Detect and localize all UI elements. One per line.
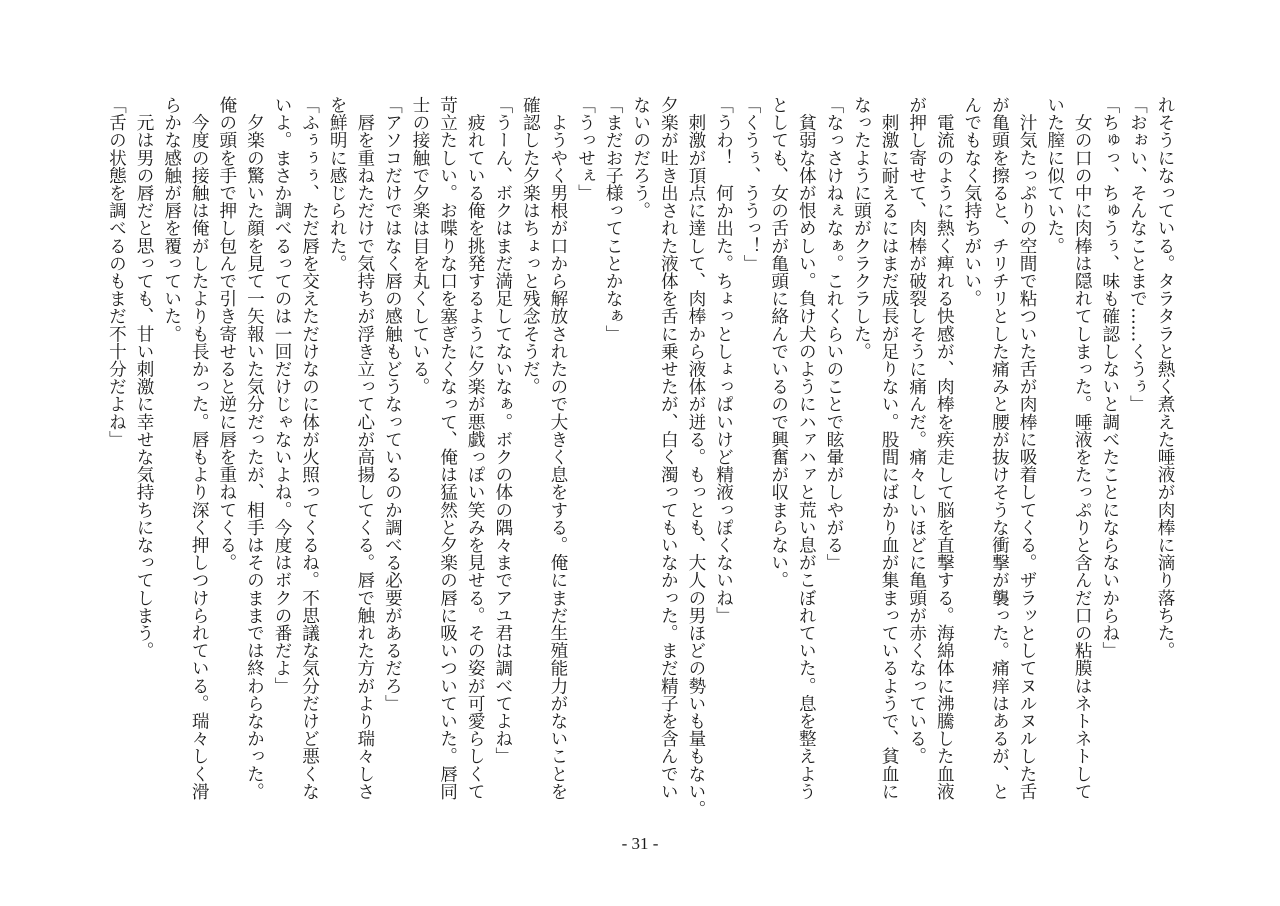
text-line: なったように頭がクラクラした。 [851,96,872,360]
text-line: 「まだお子様ってことかなぁ」 [603,96,624,343]
text-line: 元は男の唇だと思っても、甘い刺激に幸せな気持ちになってしまう。 [134,96,155,660]
text-line: 刺激に耐えるにはまだ成長が足りない。股間にばかり血が集まっているようで、貧血に [879,96,900,800]
text-line: いた膣に似ていた。 [1044,96,1065,255]
text-line: 「うわ！ 何か出た。ちょっとしょっぱいけど精液っぽくないね」 [713,96,734,624]
text-line: 「くうぅ、ううっ！」 [741,96,762,272]
text-line: が亀頭を擦ると、チリチリとした痛みと腰が抜けそうな衝撃が襲った。痛痒はあるが、と [989,96,1010,800]
text-line: 「舌の状態を調べるのもまだ不十分だよね」 [106,96,127,448]
text-line: 夕楽の驚いた顔を見て一矢報いた気分だったが、相手はそのままでは終わらなかった。 [244,96,265,800]
text-line: れそうになっている。タラタラと熱く煮えた唾液が肉棒に滴り落ちた。 [1155,96,1175,660]
text-line: 俺の頭を手で押し包んで引き寄せると逆に唇を重ねてくる。 [216,96,237,572]
text-line: を鮮明に感じられた。 [327,96,348,272]
text-line: 「なっさけねぇなぁ。これくらいのことで眩暈がしやがる」 [823,96,844,572]
text-line: が押し寄せて、肉棒が破裂しそうに痛んだ。痛々しいほどに亀頭が赤くなっている。 [906,96,927,765]
text-line: 「アソコだけではなく唇の感触もどうなっているのか調べる必要があるだろ」 [382,96,403,712]
text-line: 疲れている俺を挑発するように夕楽が悪戯っぽい笑みを見せる。その姿が可愛らしくて [465,96,486,800]
text-line: いよ。まさか調べるってのは一回だけじゃないよね。今度はボクの番だよ」 [272,96,292,695]
text-line: ないのだろう。 [630,96,651,220]
text-line: 苛立たしい。お喋りな口を塞ぎたくなって、俺は猛然と夕楽の唇に吸いついていた。唇同 [437,96,458,800]
text-line: としても、女の舌が亀頭に絡んでいるので興奮が収まらない。 [768,96,789,589]
text-line: 「うっせぇ」 [575,96,596,202]
body-text [100,96,1178,818]
text-line: 夕楽が吐き出された液体を舌に乗せたが、白く濁ってもいなかった。まだ精子を含んでい [658,96,679,800]
text-line: 電流のように熱く痺れる快感が、肉棒を疾走して脳を直撃する。海綿体に沸騰した血液 [934,96,955,800]
text-line: 今度の接触は俺がしたよりも長かった。唇もより深く押しつけられている。瑞々しく滑 [189,96,210,800]
text-line: 「ちゅっ、ちゅうぅ、味も確認しないと調べたことにならないからね」 [1099,96,1120,660]
text-line: 汁気たっぷりの空間で粘ついた舌が肉棒に吸着してくる。ザラッとしてヌルヌルした舌 [1017,96,1038,800]
text-line: 貧弱な体が恨めしい。負け犬のようにハァハァと荒い息がこぼれていた。息を整えよう [796,96,817,800]
text-line: らかな感触が唇を覆っていた。 [161,96,182,343]
text-line: 「うーん、ボクはまだ満足してないなぁ。ボクの体の隅々までアユ君は調べてよね」 [492,96,513,765]
text-line: 確認した夕楽はちょっと残念そうだ。 [520,96,541,396]
text-line: ようやく男根が口から解放されたので大きく息をする。俺にまだ生殖能力がないことを [547,96,568,800]
text-line: 士の接触で夕楽は目を丸くしている。 [409,96,430,396]
text-line: 唇を重ねただけで気持ちが浮き立って心が高揚してくる。唇で触れた方がより瑞々しさ [354,96,375,800]
page-number: - 31 - [621,834,659,853]
text-line: 「ふぅぅぅ、ただ唇を交えただけなのに体が火照ってくるね。不思議な気分だけど悪くな [299,96,320,800]
text-line: 刺激が頂点に達して、肉棒から液体が迸る。もっとも、大人の男ほどの勢いも量もない。 [685,96,706,818]
text-line: んでもなく気持ちがいい。 [961,96,982,308]
text-line: 「おぉい、そんなことまで……くうぅ」 [1127,96,1148,413]
text-line: 女の口の中に肉棒は隠れてしまった。唾液をたっぷりと含んだ口の粘膜はネトネトして [1072,96,1093,800]
